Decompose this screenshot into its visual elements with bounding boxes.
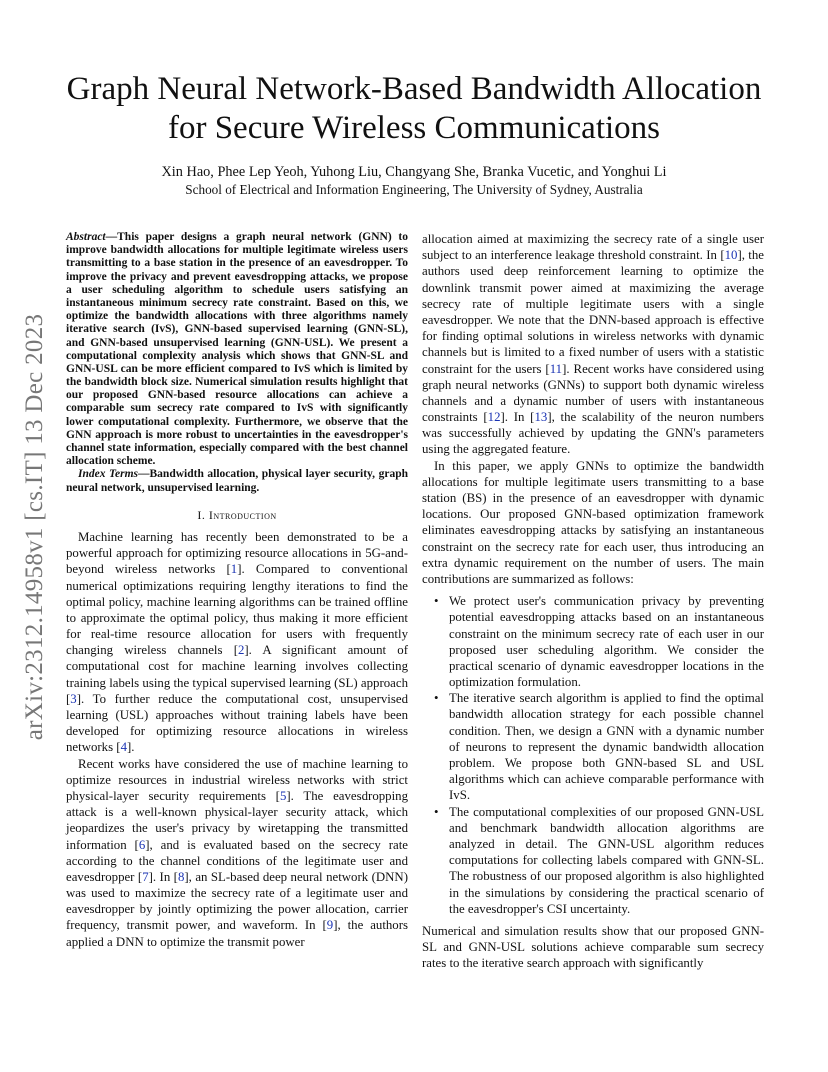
section-heading-introduction: I. Introduction [197, 507, 277, 522]
paragraph-text: ]. [127, 740, 135, 755]
paragraph-text: ]. A significant amount of computational cost for machine learning involves collecting training labels using the typical supervised learning (SL) approach [ [66, 643, 408, 706]
citation-link[interactable]: 4 [120, 740, 127, 755]
contribution-list [422, 593, 764, 917]
citation-link[interactable]: 2 [237, 643, 245, 658]
paper-title [40, 70, 788, 148]
arxiv-identifier-text: arXiv:2312.14958v1 [cs.IT] 13 Dec 2023 [21, 313, 48, 741]
citation-link[interactable]: 5 [279, 788, 287, 803]
author-list: Xin Hao, Phee Lep Yeoh, Yuhong Liu, Changyang She, Branka Vucetic, and Yonghui Li [161, 164, 667, 180]
affiliation: School of Electrical and Information Engineering, The University of Sydney, Australia [185, 182, 643, 197]
citation-link[interactable]: 13 [534, 410, 548, 425]
paragraph-text: ], the scalability of the neuron numbers was successfully achieved by updating the GNN's parameters using the aggregated feature. [422, 410, 764, 457]
abstract [66, 231, 408, 468]
paragraph-text: ], the authors applied a DNN to optimize the transmit power [66, 918, 409, 949]
citation-link[interactable]: 10 [724, 248, 738, 263]
citation-link[interactable]: 6 [138, 837, 146, 852]
contribution-item: • The iterative search algorithm is applied to find the optimal bandwidth allocation strategy for each possible channel condition. Then, we design a GNN with a dynamic number of neurons to represent the dynamic bandwidth allocation problem. We propose both GNN-based SL and USL algorithms which can achieve comparable performance with IvS. [449, 690, 764, 803]
paragraph-text: ]. In [ [148, 869, 178, 884]
paragraph-text: ]. In [ [500, 410, 535, 425]
paragraph-text: allocation aimed at maximizing the secrecy rate of a single user subject to an interference leakage threshold constraint. In [ [422, 232, 764, 263]
paper-title-line-1: Graph Neural Network-Based Bandwidth Allocation [66, 71, 762, 107]
paragraph-text: ]. Recent works have considered using graph neural networks (GNNs) to support both dynamic wireless channels and a dynamic number of users with instantaneous constraints [ [422, 361, 764, 425]
intro-paragraph-1 [66, 529, 408, 756]
index-terms [66, 468, 408, 494]
index-terms-text: —Bandwidth allocation, physical layer security, graph neural network, unsupervised learning. [66, 468, 408, 494]
paragraph-text: Machine learning has recently been demonstrated to be a powerful approach for optimizing resource allocations in 5G-and-beyond wireless networks [ [66, 529, 408, 577]
citation-link[interactable]: 1 [230, 562, 238, 577]
paragraph-text: Recent works have considered the use of machine learning to optimize resources in industrial wireless networks with strict physical-layer security requirements [ [66, 756, 408, 803]
index-terms-label: Index Terms [78, 468, 139, 481]
citation-link[interactable]: 3 [70, 691, 77, 706]
contribution-item: • We protect user's communication privacy by preventing potential eavesdropping attacks based on an instantaneous constraint on the minimum secrecy rate of each user in our proposed user scheduling algorithm. We consider the practical scenario of dynamic eavesdropper locations in the optimization formulation. [449, 593, 764, 690]
citation-link[interactable]: 8 [177, 869, 185, 884]
paragraph-text: ]. The eavesdropping attack is a well-known physical-layer security attack, which jeopardizes the user's privacy by wiretapping the transmitted information [ [66, 788, 408, 852]
left-column [66, 231, 408, 950]
citation-link[interactable]: 11 [549, 361, 563, 376]
citation-link[interactable]: 7 [142, 869, 149, 884]
paper-title-line-2: for Secure Wireless Communications [167, 110, 661, 146]
paragraph-text: ], an SL-based deep neural network (DNN) was used to maximize the secrecy rate of a legitimate user and eavesdropper by jointly optimizing the power allocation, carrier frequency, transmit power, and waveform. In [ [66, 869, 408, 933]
right-column [422, 231, 764, 971]
paragraph-text: ]. To further reduce the computational cost, unsupervised learning (USL) approaches without training labels have been developed for optimizing resource allocations in wireless networks [ [66, 691, 408, 755]
citation-link[interactable]: 9 [326, 918, 334, 933]
intro-paragraph-2 [66, 756, 408, 950]
intro-paragraph-2-continued [422, 231, 764, 458]
paragraph-text: ]. Compared to conventional numerical optimizations requiring lengthy iterations to find the optimal policy, machine learning algorithms can be trained offline to approximate the optimal policy, thus making it more efficient for real-time resource allocation for users with frequently changing wireless channels [ [66, 562, 408, 658]
paragraph-text: ], the authors used deep reinforcement learning to optimize the downlink transmit power aimed at maximizing the average secrecy rate of multiple legitimate users with a single eavesdropper. We note that the DNN-based approach is effective for finding optimal solutions in wireless networks with dynamic channels but is limited to a fixed number of users with a statistic constraint for the users [ [422, 248, 764, 376]
abstract-label: Abstract [66, 231, 106, 243]
contribution-item: • The computational complexities of our proposed GNN-USL and benchmark bandwidth allocation algorithms are analyzed in detail. The GNN-USL algorithm reduces computations for collecting labels compared with GNN-SL. The robustness of our proposed algorithm is also highlighted in the simulations by considering the practical scenario of the eavesdropper's CSI uncertainty. [449, 804, 764, 917]
intro-paragraph-3: In this paper, we apply GNNs to optimize the bandwidth allocations for multiple legitimate users transmitting to a base station (BS) in the presence of an eavesdropper with dynamic locations. Our proposed GNN-based optimization framework eliminates eavesdropping attacks by satisfying an instantaneous constraint on the secrecy rate for each user, thus introducing an extra dynamic requirement on the number of users. The main contributions are summarized as follows: [422, 458, 764, 586]
arxiv-identifier [22, 292, 48, 762]
abstract-text: —This paper designs a graph neural network (GNN) to improve bandwidth allocations for multiple legitimate wireless users transmitting to a base station in the presence of an eavesdropper. To improve the privacy and prevent eavesdropping attacks, we propose a user scheduling algorithm to schedule users satisfying an instantaneous minimum secrecy rate constraint. Based on this, we optimize the bandwidth allocations with three algorithms namely iterative search (IvS), GNN-based supervised learning (GNN-SL), and GNN-based unsupervised learning (GNN-USL). We present a computational complexity analysis which shows that GNN-SL and GNN-USL can be more efficient compared to IvS which is limited by the bandwidth block size. Numerical simulation results highlight that our proposed GNN-based resource allocations can achieve a comparable sum secrecy rate compared to IvS with significantly lower computational complexity. Furthermore, we observe that the GNN approach is more robust to uncertainties in the eavesdropper's channel state information, especially compared with the best channel allocation scheme. [66, 231, 408, 468]
citation-link[interactable]: 12 [487, 410, 501, 425]
intro-paragraph-4: Numerical and simulation results show that our proposed GNN-SL and GNN-USL solutions achieve comparable sum secrecy rates to the iterative search approach with significantly [422, 923, 764, 971]
paragraph-text: ], and is evaluated based on the secrecy rate according to the channel conditions of the legitimate user and eavesdropper [ [66, 837, 408, 884]
